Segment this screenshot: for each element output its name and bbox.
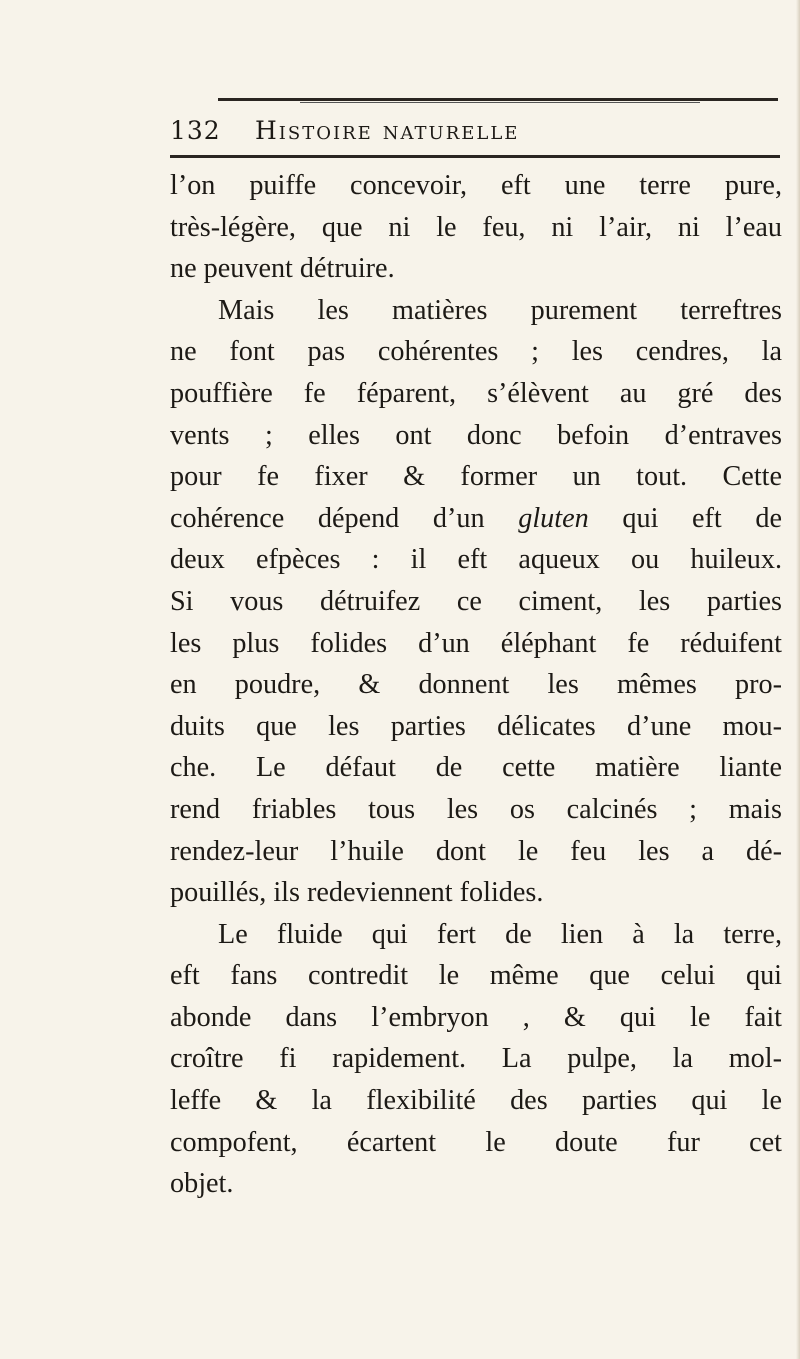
text-line: vents ; elles ont donc befoin d’entraves (170, 419, 782, 451)
top-ornament-thin-rule (300, 102, 700, 103)
text-line: les plus folides d’un éléphant fe réduifent (170, 627, 782, 659)
text-line: ne font pas cohérentes ; les cendres, la (170, 336, 782, 368)
text-line: pouffière fe féparent, s’élèvent au gré des (170, 377, 782, 409)
body-text (170, 165, 782, 1205)
text-line: Si vous détruifez ce ciment, les parties (170, 585, 782, 617)
text-line-with-italic (170, 498, 782, 540)
text-line: rendez-leur l’huile dont le feu les a dé- (170, 835, 782, 867)
text-line: compofent, écartent le doute fur cet (170, 1126, 782, 1158)
top-ornament-rule (218, 98, 778, 101)
page-header (170, 116, 780, 152)
text-line: che. Le défaut de cette matière liante (170, 752, 782, 784)
text-line: abonde dans l’embryon , & qui le fait (170, 1001, 782, 1033)
header-rule (170, 155, 780, 158)
text-line: l’on puiffe concevoir, eft une terre pure, (170, 170, 782, 201)
text-line: très-légère, que ni le feu, ni l’air, ni l’eau (170, 211, 782, 243)
text-fragment: cohérence dépend d’un (170, 502, 485, 534)
text-fragment: qui eft de (622, 502, 783, 534)
text-line: Le fluide qui fert de lien à la terre, (218, 918, 782, 950)
text-line: eft fans contredit le même que celui qui (170, 960, 782, 992)
text-line: pour fe fixer & former un tout. Cette (170, 461, 782, 493)
page-edge-shadow (796, 0, 800, 1359)
text-line: leffe & la flexibilité des parties qui le (170, 1085, 782, 1117)
italic-term-gluten: gluten (518, 502, 589, 534)
text-line: objet. (170, 1168, 234, 1200)
text-line: deux efpèces : il eft aqueux ou huileux. (170, 544, 782, 576)
page-number: 132 (170, 116, 221, 145)
text-line: pouillés, ils redeviennent folides. (170, 877, 544, 909)
text-line: en poudre, & donnent les mêmes pro- (170, 669, 782, 701)
running-title: Histoire naturelle (255, 116, 520, 145)
text-line: duits que les parties délicates d’une mou- (170, 710, 782, 742)
text-line: ne peuvent détruire. (170, 253, 395, 285)
text-line: croître fi rapidement. La pulpe, la mol- (170, 1043, 782, 1075)
text-line: Mais les matières purement terreftres (218, 294, 782, 326)
text-line: rend friables tous les os calcinés ; mais (170, 793, 782, 825)
